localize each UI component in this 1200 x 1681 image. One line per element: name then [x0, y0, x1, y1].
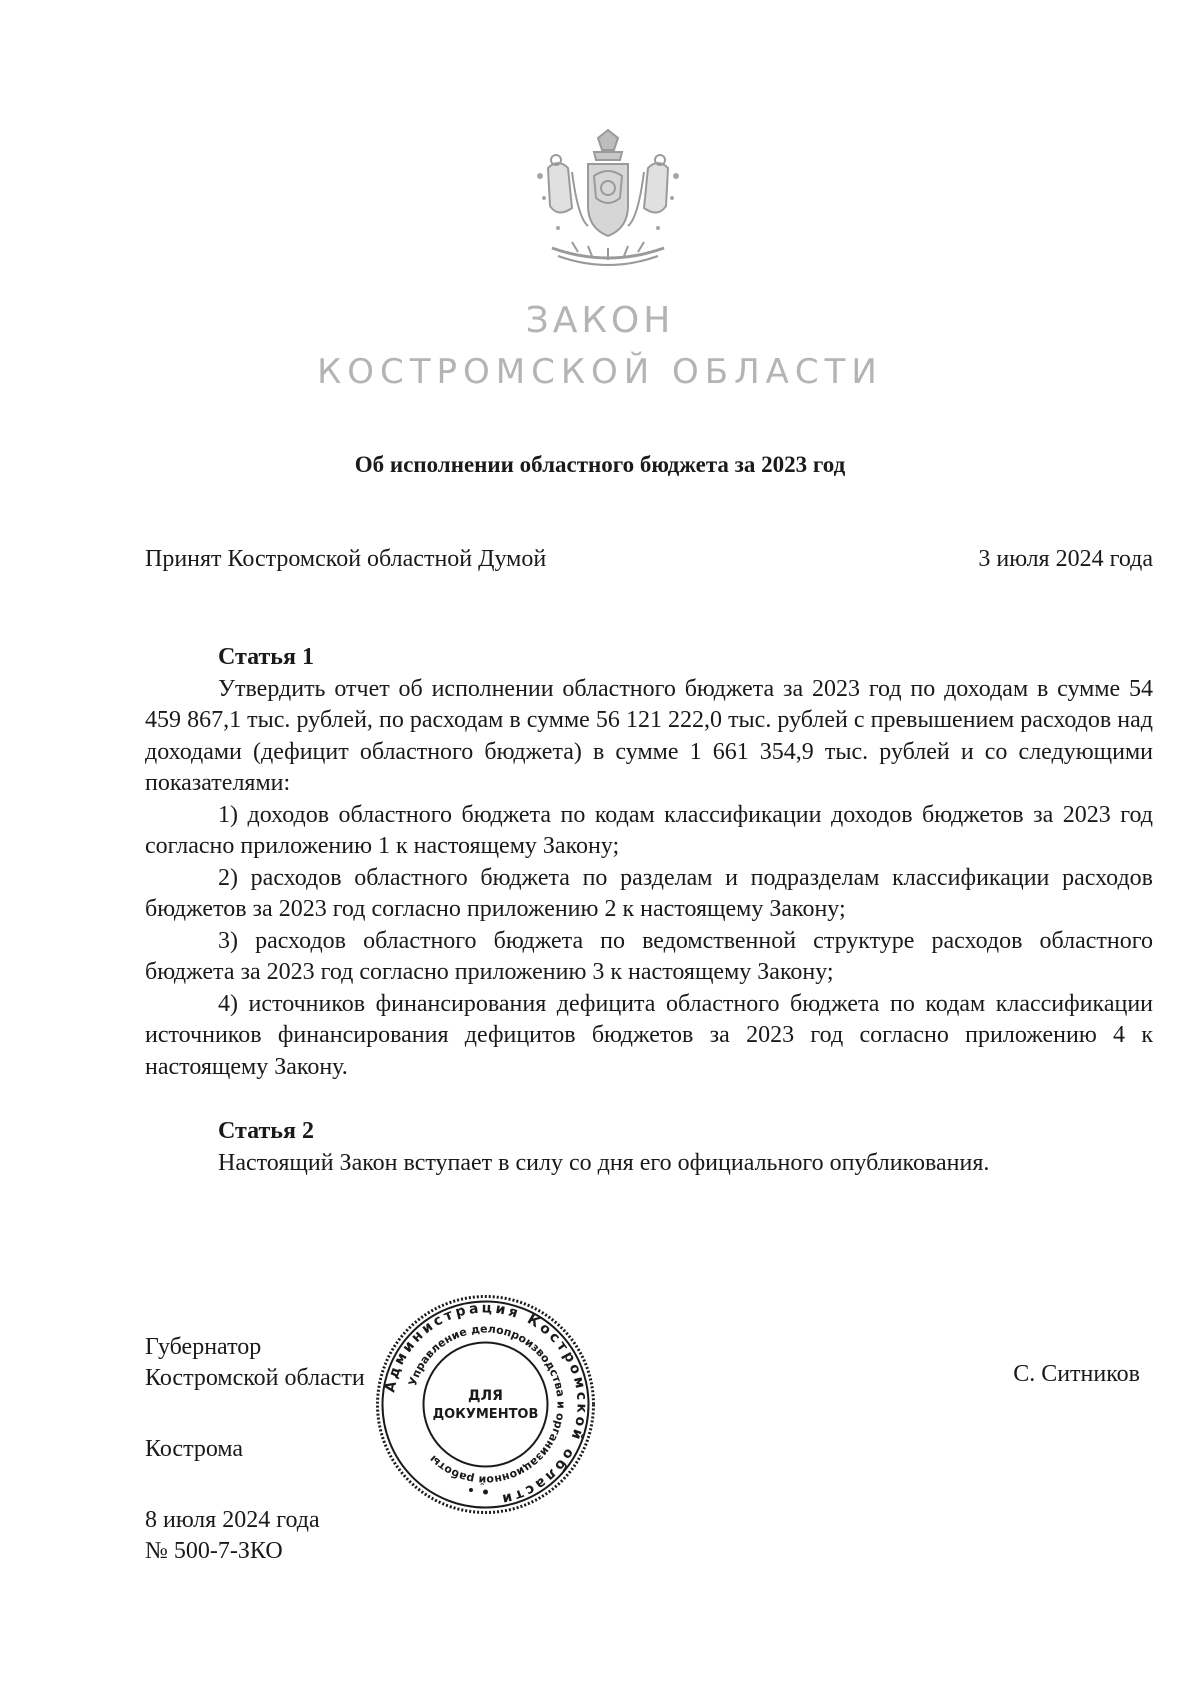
document-title: Об исполнении областного бюджета за 2023 год — [354, 452, 846, 477]
article-2-text: Настоящий Закон вступает в силу со дня его официального опубликования. — [218, 1149, 990, 1176]
stamp-center-line2: ДОКУМЕНТОВ — [432, 1407, 539, 1422]
stamp-outer-text: Администрация Костромской области — [382, 1300, 590, 1508]
stamp-center-line1: ДЛЯ — [468, 1388, 503, 1404]
article-1-item: 3) расходов областного бюджета по ведомственной структуре расходов областного бюджета за 2023 год согласно приложению 3 к настоящему Закону; — [145, 927, 1153, 985]
signing-date: 8 июля 2024 года — [145, 1507, 320, 1533]
law-heading: ЗАКОН — [525, 300, 675, 341]
adoption-date: 3 июля 2024 года — [978, 546, 1153, 572]
adopted-by: Принят Костромской областной Думой — [145, 546, 547, 572]
article-1-item: 1) доходов областного бюджета по кодам классификации доходов бюджетов за 2023 год согласно приложению 1 к настоящему Закону; — [145, 801, 1153, 859]
stamp-inner-text: Управление делопроизводства и организационной работы — [406, 1322, 568, 1487]
law-body — [145, 642, 1153, 1179]
signing-city: Кострома — [145, 1436, 244, 1462]
governor-title-line2: Костромской области — [145, 1365, 365, 1391]
svg-text:Управление делопроизводства и — [406, 1322, 567, 1486]
law-number: № 500-7-ЗКО — [145, 1538, 283, 1564]
coat-of-arms-icon — [528, 128, 688, 278]
governor-title-line1: Губернатор — [145, 1334, 262, 1360]
region-heading: КОСТРОМСКОЙ ОБЛАСТИ — [317, 352, 883, 392]
article-2-heading: Статья 2 — [218, 1118, 314, 1144]
official-stamp — [373, 1292, 598, 1517]
article-1-intro: Утвердить отчет об исполнении областного бюджета за 2023 год по доходам в сумме 54 459 867,1 тыс. рублей, по расходам в сумме 56 121 222,0 тыс. рублей с превышением расходов над доходами (дефицит областного бюджета) в сумме 1 661 354,9 тыс. рублей и со следующими показателями: — [145, 675, 1153, 796]
article-1-heading: Статья 1 — [218, 644, 314, 670]
article-1-item: 4) источников финансирования дефицита областного бюджета по кодам классификации источников финансирования дефицитов бюджетов за 2023 год согласно приложению 4 к настоящему Закону. — [145, 990, 1153, 1080]
article-1-item: 2) расходов областного бюджета по разделам и подразделам классификации расходов бюджетов за 2023 год согласно приложению 2 к настоящему Закону; — [145, 864, 1153, 922]
signature-block — [145, 1332, 365, 1567]
governor-name: С. Ситников — [1013, 1361, 1140, 1387]
